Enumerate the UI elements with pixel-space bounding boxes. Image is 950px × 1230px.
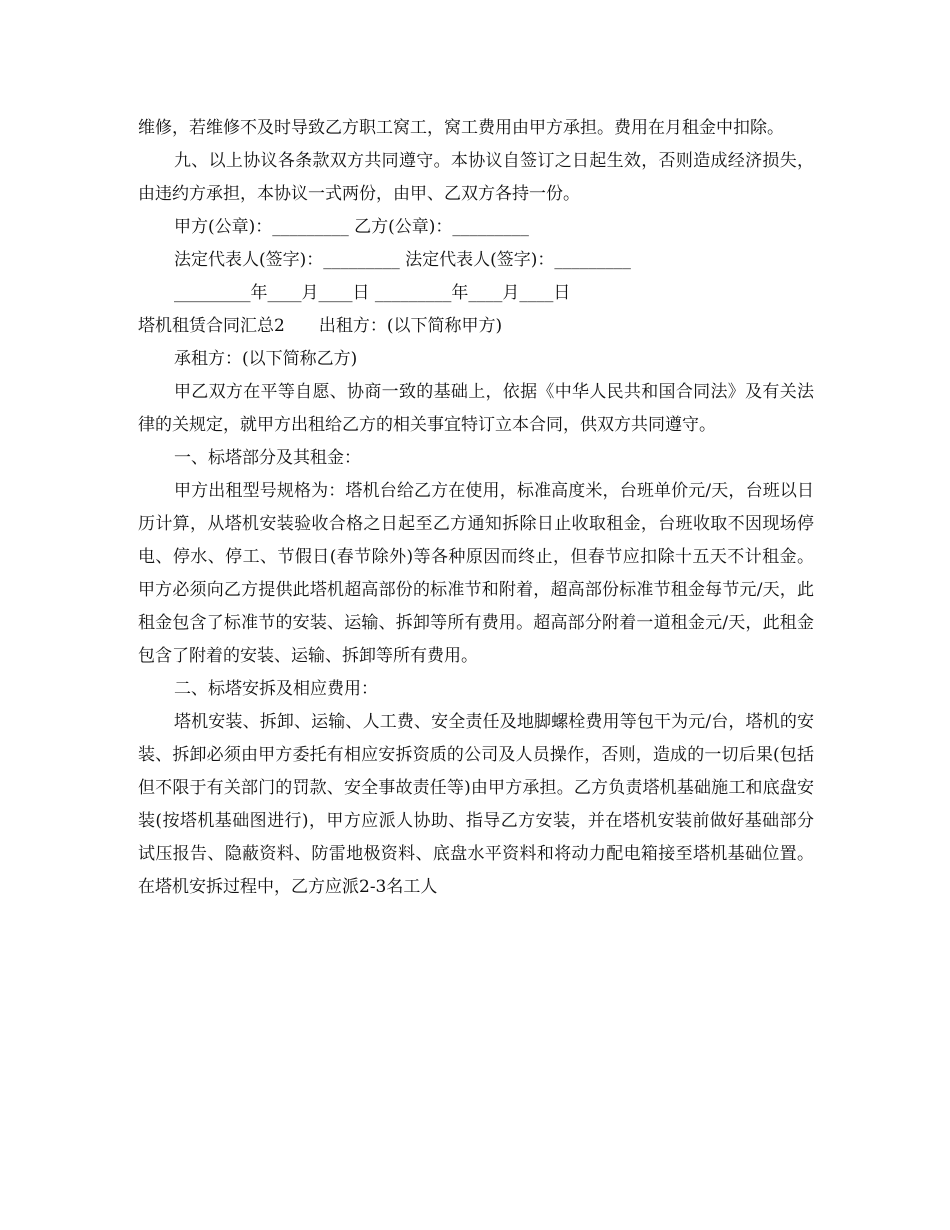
section-heading-install: 二、标塔安拆及相应费用： [174, 679, 378, 699]
signature-date-line: _________年____月____日 _________年____月____日 [174, 283, 571, 303]
rent-terms-paragraph: 甲方出租型号规格为：塔机台给乙方在使用，标准高度米，台班单价元/天，台班以日历计算，从塔机安装验收合格之日起至乙方通知拆除日止收取租金，台班收取不因现场停电、停水、停工、节假日(春节除外)等各种原因而终止，但春节应扣除十五天不计租金。甲方必须向乙方提供此塔机超高部份的标准节和附着，超高部份标准节租金每节元/天，此租金包含了标准节的安装、运输、拆卸等所有费用。超高部分附着一道租金元/天，此租金包含了附着的安装、运输、拆卸等所有费用。 [138, 481, 814, 666]
paragraph-clause-nine: 九、以上协议各条款双方共同遵守。本协议自签订之日起生效，否则造成经济损失，由违约方承担，本协议一式两份，由甲、乙双方各持一份。 [138, 151, 814, 204]
paragraph-continued-repair: 维修，若维修不及时导致乙方职工窝工，窝工费用由甲方承担。费用在月租金中扣除。 [138, 118, 784, 138]
section-heading-rent: 一、标塔部分及其租金： [174, 448, 361, 468]
signature-representative-line: 法定代表人(签字)：_________ 法定代表人(签字)：_________ [174, 250, 631, 270]
lessee-line: 承租方：(以下简称乙方) [174, 349, 358, 369]
install-terms-paragraph: 塔机安装、拆卸、运输、人工费、安全责任及地脚螺栓费用等包干为元/台，塔机的安装、拆卸必须由甲方委托有相应安拆资质的公司及人员操作，否则，造成的一切后果(包括但不限于有关部门的罚款、安全事故责任等)由甲方承担。乙方负责塔机基础施工和底盘安装(按塔机基础图进行)，甲方应派人协助、指导乙方安装，并在塔机安装前做好基础部分试压报告、隐蔽资料、防雷地极资料、底盘水平资料和将动力配电箱接至塔机基础位置。在塔机安拆过程中，乙方应派2-3名工人 [138, 712, 814, 897]
contract-title-lessor: 塔机租赁合同汇总2 出租方：(以下简称甲方) [138, 316, 503, 336]
document-page [138, 112, 814, 904]
signature-seal-line: 甲方(公章)：_________ 乙方(公章)：_________ [174, 217, 529, 237]
contract-intro-paragraph: 甲乙双方在平等自愿、协商一致的基础上，依据《中华人民共和国合同法》及有关法律的关规定，就甲方出租给乙方的相关事宜特订立本合同，供双方共同遵守。 [138, 382, 814, 435]
